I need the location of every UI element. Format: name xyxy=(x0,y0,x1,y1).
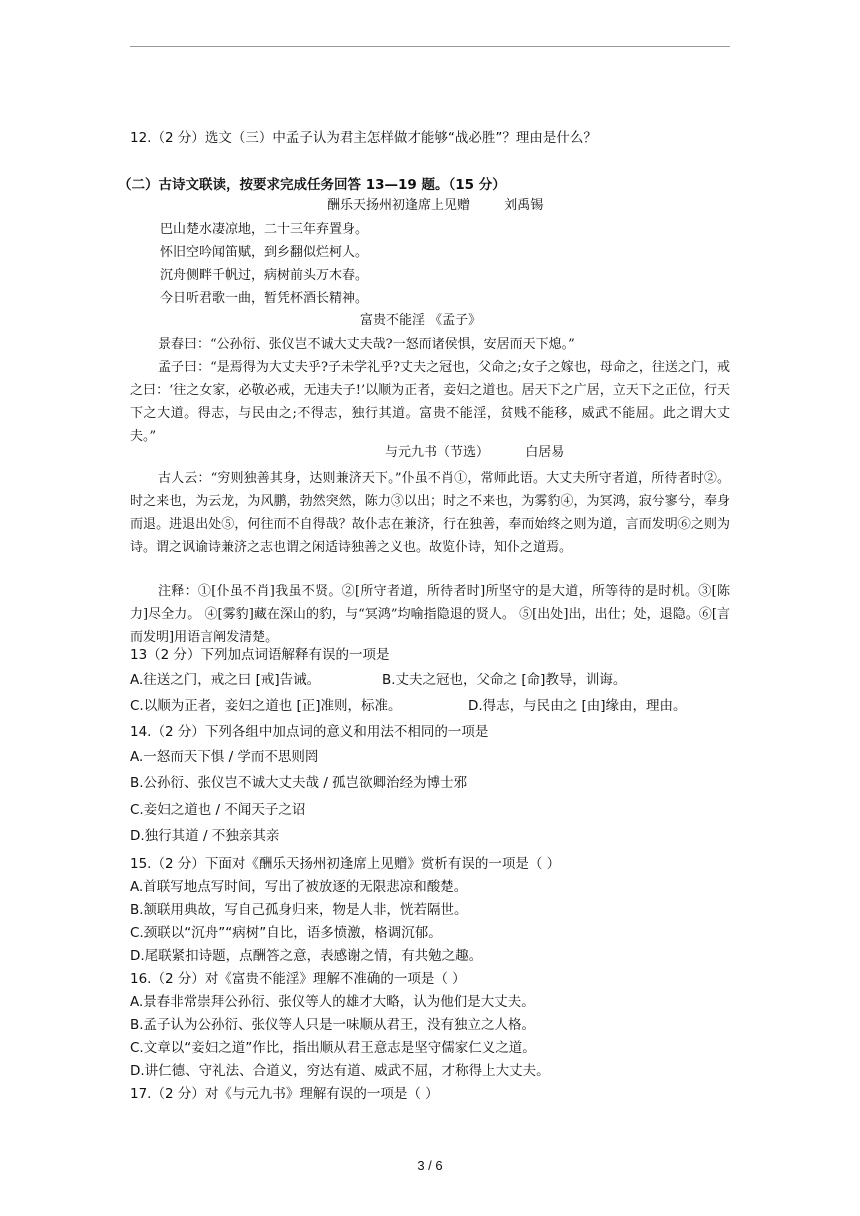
poem-line: 沉舟侧畔千帆过，病树前头万木春。 xyxy=(160,268,369,283)
question-16-option-d: D.讲仁德、守礼法、合道义，穷达有道、威武不屈，才称得上大丈夫。 xyxy=(130,1063,550,1079)
question-15-stem: 15.（2 分）下面对《酬乐天扬州初逢席上见赠》赏析有误的一项是（ ） xyxy=(130,856,561,872)
question-14-option-d: D.独行其道 / 不独亲其亲 xyxy=(130,828,280,844)
header-rule xyxy=(130,46,730,47)
poem-line: 怀旧空吟闻笛赋，到乡翻似烂柯人。 xyxy=(160,245,369,260)
question-14-option-c: C.妾妇之道也 / 不闻天子之诏 xyxy=(130,802,306,818)
question-17-stem: 17.（2 分）对《与元九书》理解有误的一项是（ ） xyxy=(130,1086,439,1102)
question-16-option-a: A.景春非常崇拜公孙衍、张仪等人的雄才大略，认为他们是大丈夫。 xyxy=(130,994,535,1010)
letter-notes: 注释：①[仆虽不肖]我虽不贤。②[所守者道，所待者时]所坚守的是大道，所等待的是时机。③[陈力]尽全力。 ④[雾豹]藏在深山的豹，与“冥鸿”均喻指隐退的贤人。 ⑤[出处]出，出仕；处，退隐。⑥[言而发明]用语言阐发清楚。 xyxy=(130,584,730,645)
question-14-option-a: A.一怒而天下惧 / 学而不思则罔 xyxy=(130,749,319,765)
question-13-stem: 13（2 分）下列加点词语解释有误的一项是 xyxy=(130,647,390,663)
mencius-paragraph-2: 孟子曰：“是焉得为大丈夫乎?子未学礼乎?丈夫之冠也，父命之;女子之嫁也，母命之，往送之门，戒之曰：‘往之女家，必敬必戒，无违夫子!’以顺为正者，妾妇之道也。居天下之广居，立天下之正位，行天下之大道。得志，与民由之;不得志，独行其道。富贵不能淫，贫贱不能移，威武不能屈。此之谓大丈夫。” xyxy=(130,360,730,444)
question-12: 12.（2 分）选文（三）中孟子认为君主怎样做才能够“战必胜”？理由是什么？ xyxy=(130,130,597,146)
question-13-option-a: A.往送之门，戒之曰 [戒]告诫。 xyxy=(130,672,321,688)
question-15-option-d: D.尾联紧扣诗题，点酬答之意，表感谢之情，有共勉之趣。 xyxy=(130,948,483,964)
question-16-option-b: B.孟子认为公孙衍、张仪等人只是一味顺从君王，没有独立之人格。 xyxy=(130,1017,536,1033)
question-14-option-b: B.公孙衍、张仪岂不诚大丈夫哉 / 孤岂欲卿治经为博士邪 xyxy=(130,775,468,791)
page-number: 3 / 6 xyxy=(417,1158,443,1173)
question-15-option-a: A.首联写地点写时间，写出了被放逐的无限悲凉和酸楚。 xyxy=(130,879,468,895)
question-15-option-b: B.颔联用典故，写自己孤身归来，物是人非，恍若隔世。 xyxy=(130,902,468,918)
question-14-stem: 14.（2 分）下列各组中加点词的意义和用法不相同的一项是 xyxy=(130,724,489,740)
question-16-option-c: C.文章以“妾妇之道”作比，指出顺从君王意志是坚守儒家仁义之道。 xyxy=(130,1040,536,1056)
poem-line: 巴山楚水凄凉地，二十三年弃置身。 xyxy=(160,222,369,237)
poem-title xyxy=(327,196,543,216)
question-13-option-c: C.以顺为正者，妾妇之道也 [正]准则，标准。 xyxy=(130,698,402,714)
question-15-option-c: C.颈联以“沉舟”“病树”自比，语多愤激，格调沉郁。 xyxy=(130,925,442,941)
letter-title-text: 与元九书（节选） xyxy=(385,445,490,460)
letter-paragraph: 古人云：“穷则独善其身，达则兼济天下。”仆虽不肖①，常师此语。大丈夫所守者道，所待者时②。时之来也，为云龙，为风鹏，勃然突然，陈力③以出；时之不来也，为雾豹④，为冥鸿，寂兮寥兮，奉身而退。进退出处⑤，何往而不自得哉？故仆志在兼济，行在独善，奉而始终之则为道，言而发明⑥之则为诗。谓之讽谕诗兼济之志也谓之闲适诗独善之义也。故览仆诗，知仆之道焉。 xyxy=(130,471,730,555)
question-13-option-d: D.得志，与民由之 [由]缘由，理由。 xyxy=(468,698,687,714)
question-16-stem: 16.（2 分）对《富贵不能淫》理解不准确的一项是（ ） xyxy=(130,971,466,987)
letter-author: 白居易 xyxy=(525,445,565,460)
mencius-title: 富贵不能淫 《孟子》 xyxy=(360,313,482,328)
poem-line: 今日听君歌一曲，暂凭杯酒长精神。 xyxy=(160,291,369,306)
section-header: （二）古诗文联读，按要求完成任务回答 13—19 题。（15 分） xyxy=(118,177,506,193)
poem-author: 刘禹锡 xyxy=(504,198,544,213)
poem-title-text: 酬乐天扬州初逢席上见赠 xyxy=(327,198,471,213)
question-13-option-b: B.丈夫之冠也，父命之 [命]教导，训诲。 xyxy=(382,672,627,688)
mencius-paragraph-1: 景春曰：“公孙衍、张仪岂不诚大丈夫哉?一怒而诸侯惧，安居而天下熄。” xyxy=(158,337,575,352)
letter-title xyxy=(385,443,564,463)
